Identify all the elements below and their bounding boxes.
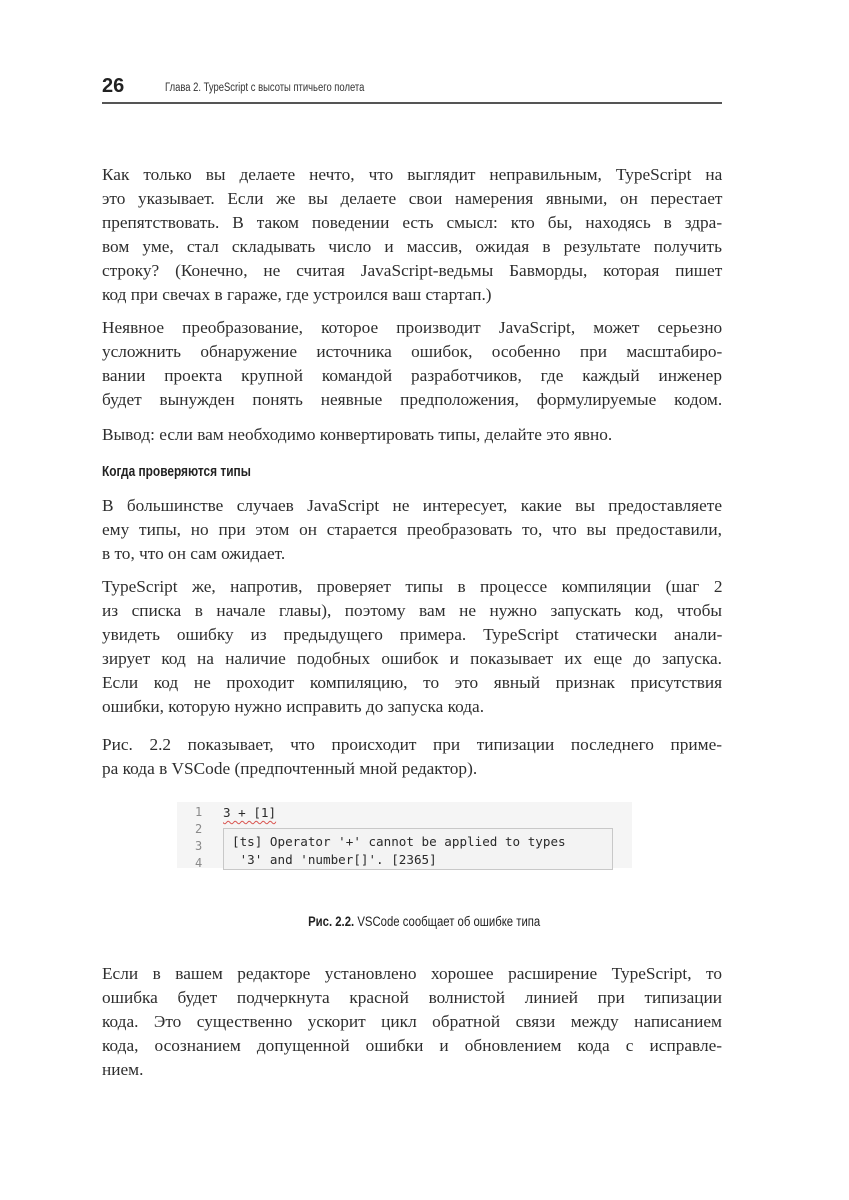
text-line: Рис. 2.2 показывает, что происходит при типизации последнего приме-: [102, 735, 722, 754]
figure-caption: [0, 913, 849, 931]
text-line: вании проекта крупной командой разработчиков, где каждый инженер: [102, 366, 722, 385]
code-editor-figure: [177, 802, 632, 868]
line-number: 4: [195, 856, 203, 870]
running-header: [102, 72, 722, 104]
text-line: это указывает. Если же вы делаете свои намерения явными, он перестает: [102, 189, 723, 208]
text-line: код при свечах в гараже, где устроился ваш стартап.): [102, 285, 492, 304]
text-line: усложнить обнаружение источника ошибок, особенно при масштабиро-: [102, 342, 723, 361]
text-line: ошибки, которую нужно исправить до запуска кода.: [102, 697, 485, 716]
text-line: Если код не проходит компиляцию, то это явный признак присутствия: [102, 673, 723, 692]
error-message-line: [ts] Operator '+' cannot be applied to types: [232, 834, 566, 849]
error-tooltip: [223, 828, 613, 870]
text-line: из списка в начале главы), поэтому вам не нужно запускать код, чтобы: [102, 601, 722, 620]
text-line: в то, что он сам ожидает.: [102, 544, 286, 563]
running-title: Глава 2. TypeScript с высоты птичьего полета: [165, 82, 365, 94]
code-line: [223, 804, 276, 821]
text-line: Неявное преобразование, которое производит JavaScript, может серьезно: [102, 318, 723, 337]
paragraph: [102, 163, 722, 307]
line-number-gutter: [177, 804, 207, 872]
line-number: 2: [195, 822, 203, 836]
paragraph: [102, 316, 722, 412]
text-line: увидеть ошибку из предыдущего примера. TypeScript статически анали-: [102, 625, 723, 644]
caption-label: Рис. 2.2.: [308, 914, 355, 929]
text-line: строку? (Конечно, не считая JavaScript-ведьмы Бавморды, которая пишет: [102, 261, 723, 280]
text-line: TypeScript же, напротив, проверяет типы в процессе компиляции (шаг 2: [102, 577, 723, 596]
text-line: Если в вашем редакторе установлено хорошее расширение TypeScript, то: [102, 964, 722, 983]
text-line: ему типы, но при этом он старается преобразовать то, что вы предоставили,: [102, 520, 722, 539]
text-line: будет вынужден понять неявные предположения, формулируемые кодом.: [102, 390, 723, 409]
caption-text: VSCode сообщает об ошибке типа: [354, 914, 541, 929]
paragraph: [102, 423, 722, 447]
paragraph: [102, 962, 722, 1082]
text-line: кода. Это существенно ускорит цикл обратной связи между написанием: [102, 1012, 722, 1031]
text-line: препятствовать. В таком поведении есть смысл: кто бы, находясь в здра-: [102, 213, 723, 232]
paragraph: [102, 575, 722, 719]
text-line: Как только вы делаете нечто, что выглядит неправильным, TypeScript на: [102, 165, 723, 184]
text-line: нием.: [102, 1060, 144, 1079]
line-number: 1: [195, 805, 203, 819]
text-line: ра кода в VSCode (предпочтенный мной редактор).: [102, 759, 478, 778]
error-squiggle-code: 3 + [1]: [223, 805, 277, 820]
text-line: В большинстве случаев JavaScript не интересует, какие вы предоставляете: [102, 496, 722, 515]
text-line: кода, осознанием допущенной ошибки и обновлением кода с исправле-: [102, 1036, 722, 1055]
text-line: ошибка будет подчеркнута красной волнистой линией при типизации: [102, 988, 722, 1007]
line-number: 3: [195, 839, 203, 853]
text-line: вом уме, стал складывать число и массив, ожидая в результате получить: [102, 237, 722, 256]
text-line: зирует код на наличие подобных ошибок и показывает их еще до запуска.: [102, 649, 722, 668]
text-line: Вывод: если вам необходимо конвертировать типы, делайте это явно.: [102, 425, 613, 444]
section-heading: Когда проверяются типы: [102, 464, 251, 480]
paragraph: [102, 733, 722, 781]
paragraph: [102, 494, 722, 566]
page-number: 26: [102, 75, 125, 97]
error-message-line: '3' and 'number[]'. [2365]: [232, 852, 437, 867]
